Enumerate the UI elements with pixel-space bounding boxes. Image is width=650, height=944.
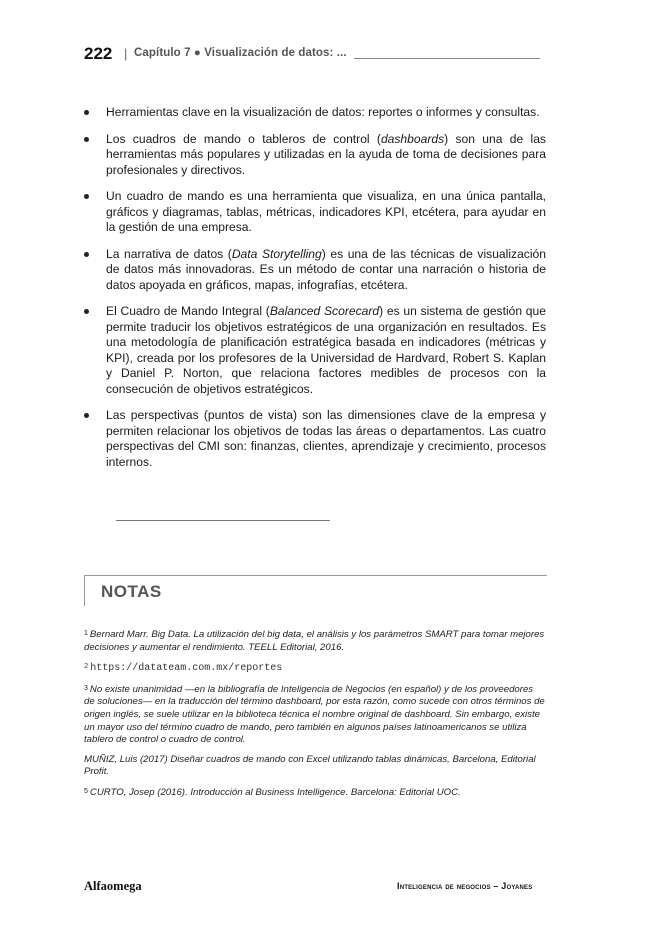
bullet-item [84, 304, 546, 397]
notes-title: NOTAS [101, 582, 162, 601]
bullet-item [84, 132, 546, 179]
footnote [84, 661, 546, 676]
bullet-text: La narrativa de datos ( [106, 246, 232, 261]
bullet-list [84, 105, 546, 481]
header-rule [354, 58, 540, 59]
italic-term: Data Storytelling [231, 246, 322, 261]
italic-term: dashboards [380, 131, 445, 146]
footnote-number: 3 [84, 684, 88, 692]
header-separator: | [124, 46, 128, 61]
footnote-text: Bernard Marr. Big Data. La utilización del big data, el análisis y los parámetros SMART para tomar mejores decisiones y aumentar el rendimiento. TEELL Editorial, 2016. [84, 629, 545, 653]
footnote-url: https://datateam.com.mx/reportes [90, 663, 283, 675]
running-header [84, 44, 540, 66]
bullet-dot-icon [84, 110, 89, 115]
footnote [84, 754, 546, 779]
bullet-dot-icon [84, 252, 89, 257]
notes-list [84, 628, 546, 807]
footnote-text: No existe unanimidad —en la bibliografía de Inteligencia de Negocios (en español) y de los proveedores de soluciones— en la traducción del término dashboard, por esta razón, como sucede con otros términos de origen inglés, se suele utilizar en la biblioteca técnica el nombre original de dashboard. Sin embargo, existe un mayor uso del término cuadro de mando, pero también en algunos países latinoamericanos se utiliza tablero de control o cuadro de control. [84, 683, 545, 746]
bullet-text: Herramientas clave en la visualización de datos: reportes o informes y consultas. [106, 105, 540, 119]
bullet-text: ) son una de las herramientas más populares y utilizadas en la ayuda de toma de decisiones para profesionales y directivos. [106, 131, 546, 177]
chapter-title: Capítulo 7 ● Visualización de datos: ... [134, 47, 347, 59]
bullet-item [84, 105, 546, 121]
bullet-item [84, 408, 546, 470]
bullet-dot-icon [84, 137, 89, 142]
italic-term: Balanced Scorecard [269, 304, 380, 318]
footnote-number: 1 [84, 630, 88, 637]
footnote-separator [116, 520, 330, 521]
footnote [84, 683, 546, 747]
bullet-text: Las perspectivas (puntos de vista) son las dimensiones clave de la empresa y permiten relacionar los objetivos de todas las áreas o departamentos. Las cuatro perspectivas del CMI son: finanzas, clientes, aprendizaje y crecimiento, procesos internos. [106, 408, 546, 469]
bullet-item [84, 247, 546, 294]
book-title: Inteligencia de negocios – Joyanes [397, 881, 533, 891]
bullet-text: Un cuadro de mando es una herramienta que visualiza, en una única pantalla, gráficos y diagramas, tablas, métricas, indicadores KPI, etcétera, para ayudar en la gestión de una empresa. [106, 189, 546, 234]
footnote-text: MUÑIZ, Luis (2017) Diseñar cuadros de mando con Excel utilizando tablas dinámicas, Barcelona, Editorial Profit. [84, 753, 536, 778]
bullet-item [84, 189, 546, 236]
bullet-text: El Cuadro de Mando Integral ( [106, 304, 270, 318]
bullet-dot-icon [84, 413, 89, 418]
bullet-text: Los cuadros de mando o tableros de control ( [106, 131, 381, 146]
bullet-dot-icon [84, 309, 89, 314]
footnote [84, 628, 546, 654]
bullet-dot-icon [84, 194, 89, 199]
footnote-text: CURTO, Josep (2016). Introducción al Business Intelligence. Barcelona: Editorial UOC. [89, 786, 461, 798]
bullet-text: ) es un sistema de gestión que permite traducir los objetivos estratégicos de una organización en resultados. Es una metodología de planificación estratégica basada en indicadores (métricas y KPI), creada por los profesores de la Universidad de Hardvard, Robert S. Kaplan y Daniel P. Norton, que relaciona factores medibles de procesos con la consecución de objetivos estratégicos. [106, 304, 546, 396]
footnote [84, 786, 546, 800]
publisher-name: Alfaomega [84, 879, 142, 893]
footnote-number: 5 [84, 787, 88, 795]
bullet-text: ) es una de las técnicas de visualización de datos más innovadoras. Es un método de contar una narración o historia de datos apoyada en gráficos, mapas, infografías, etcétera. [106, 246, 546, 292]
page-number: 222 [84, 44, 113, 63]
footnote-number: 2 [84, 663, 89, 672]
notes-box [84, 575, 547, 606]
